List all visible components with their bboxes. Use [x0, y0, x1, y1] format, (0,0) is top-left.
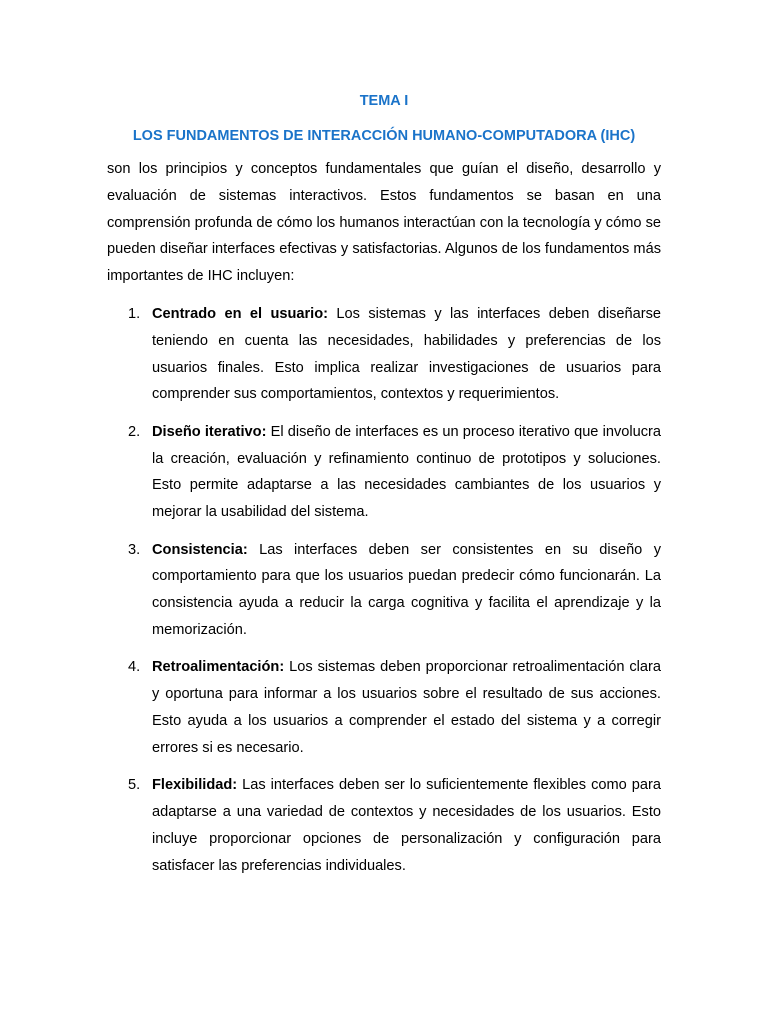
- list-item-number: 3.: [128, 541, 141, 558]
- intro-paragraph: son los principios y conceptos fundamentales que guían el diseño, desarrollo y evaluación de sistemas interactivos. Estos fundamentos se basan en una comprensión profunda de cómo los humanos interactúan con la tecnología y cómo se pueden diseñar interfaces efectivas y satisfactorias. Algunos de los fundamentos más importantes de IHC incluyen:: [107, 161, 661, 285]
- list-item-term: Flexibilidad:: [152, 777, 243, 794]
- list-item-text: Las interfaces deben ser consistentes en su diseño y comportamiento para que los usuarios puedan predecir cómo funcionarán. La consistencia ayuda a reducir la carga cognitiva y facilita el aprendizaje y la memorización.: [152, 541, 661, 638]
- list-item: [107, 654, 661, 761]
- list-item: [107, 537, 661, 644]
- list-item: [107, 419, 661, 526]
- list-item-term: Centrado en el usuario:: [152, 305, 337, 322]
- list-item-number: 2.: [128, 423, 141, 440]
- list-item-term: Diseño iterativo:: [152, 423, 271, 440]
- list-item-term: Retroalimentación:: [152, 659, 290, 676]
- list-item: [107, 301, 661, 408]
- section-heading: LOS FUNDAMENTOS DE INTERACCIÓN HUMANO-COMPUTADORA (IHC): [132, 128, 636, 144]
- list-item-text: Las interfaces deben ser lo suficientemente flexibles como para adaptarse a una variedad de contextos y necesidades de los usuarios. Esto incluye proporcionar opciones de personalización y configuración para satisfacer las preferencias individuales.: [152, 777, 661, 874]
- list-item-text: El diseño de interfaces es un proceso iterativo que involucra la creación, evaluación y refinamiento continuo de prototipos y soluciones. Esto permite adaptarse a las necesidades cambiantes de los usuarios y mejorar la usabilidad del sistema.: [152, 423, 661, 521]
- list-item-term: Consistencia:: [152, 541, 260, 558]
- list-item-text: Los sistemas y las interfaces deben diseñarse teniendo en cuenta las necesidades, habilidades y preferencias de los usuarios finales. Esto implica realizar investigaciones de usuarios para comprender sus comportamientos, contextos y requerimientos.: [152, 305, 661, 403]
- list-item-number: 1.: [128, 305, 141, 322]
- fundamentals-list: [107, 301, 661, 879]
- list-item-number: 5.: [128, 777, 141, 794]
- list-item-text: Los sistemas deben proporcionar retroalimentación clara y oportuna para informar a los usuarios sobre el resultado de sus acciones. Esto ayuda a los usuarios a comprender el estado del sistema y a corregir errores si es necesario.: [152, 659, 662, 756]
- list-item-number: 4.: [128, 659, 141, 676]
- page-title: TEMA I: [359, 93, 409, 109]
- list-item: [107, 772, 661, 879]
